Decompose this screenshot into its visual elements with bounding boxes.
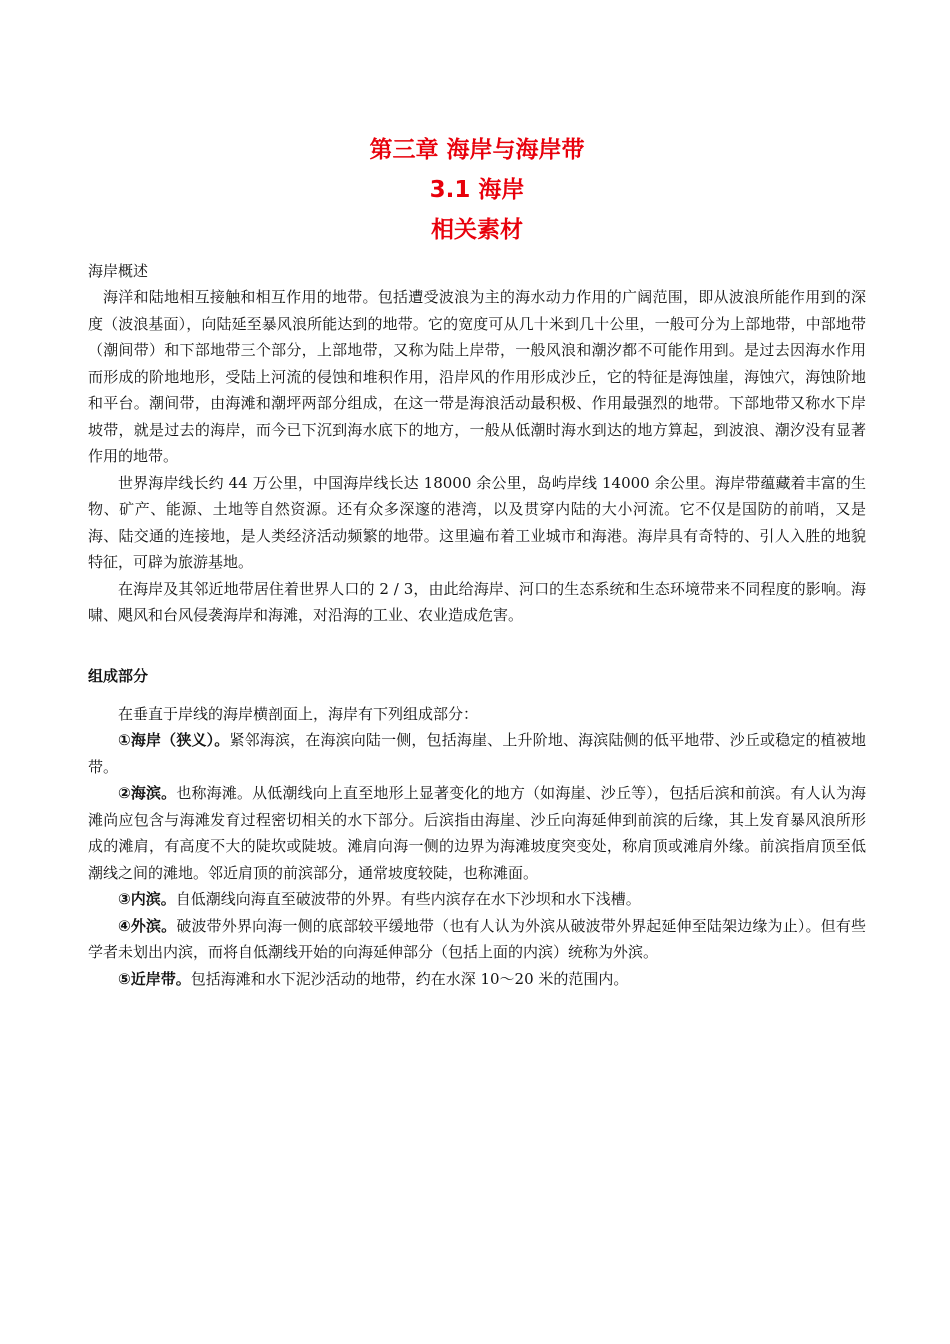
overview-paragraph-1: 海洋和陆地相互接触和相互作用的地带。包括遭受波浪为主的海水动力作用的广阔范围，即从波浪所能作用到的深度（波浪基面），向陆延至暴风浪所能达到的地带。它的宽度可从几十米到几十公里，一般可分为上部地带，中部地带（潮间带）和下部地带三个部分，上部地带，又称为陆上岸带，一般风浪和潮汐都不可能作用到。是过去因海水作用而形成的阶地地形，受陆上河流的侵蚀和堆积作用，沿岸风的作用形成沙丘，它的特征是海蚀崖，海蚀穴，海蚀阶地和平台。潮间带，由海滩和潮坪两部分组成，在这一带是海浪活动最积极、作用最强烈的地带。下部地带又称水下岸坡带，就是过去的海岸，而今已下沉到海水底下的地方，一般从低潮时海水到达的地方算起，到波浪、潮汐没有显著作用的地带。	[88, 288, 866, 465]
component-term: ⑤近岸带。	[118, 969, 191, 988]
component-term: ②海滨。	[118, 784, 177, 802]
document-page	[88, 130, 866, 992]
component-term: ③内滨。	[118, 890, 176, 908]
component-item	[88, 727, 866, 780]
chapter-title: 第三章 海岸与海岸带	[369, 137, 585, 163]
component-item	[88, 966, 866, 993]
overview-paragraph-3: 在海岸及其邻近地带居住着世界人口的 2 / 3，由此给海岸、河口的生态系统和生态环境带来不同程度的影响。海啸、飓风和台风侵袭海岸和海滩，对沿海的工业、农业造成危害。	[88, 579, 866, 624]
component-item	[88, 913, 866, 966]
component-text: 也称海滩。从低潮线向上直至地形上显著变化的地方（如海崖、沙丘等），包括后滨和前滨。有人认为海滩尚应包含与海滩发育过程密切相关的水下部分。后滨指由海崖、沙丘向海延伸到前滨的后缘，其上发育暴风浪所形成的滩肩，有高度不大的陡坎或陡坡。滩肩向海一侧的边界为海滩坡度突变处，称肩顶或滩肩外缘。前滨指肩顶至低潮线之间的滩地。邻近肩顶的前滨部分，通常坡度较陡，也称滩面。	[88, 784, 866, 882]
component-text: 破波带外界向海一侧的底部较平缓地带（也有人认为外滨从破波带外界起延伸至陆架边缘为止）。但有些学者未划出内滨，而将自低潮线开始的向海延伸部分（包括上面的内滨）统称为外滨。	[88, 916, 866, 961]
overview-heading: 海岸概述	[88, 262, 149, 280]
component-item	[88, 886, 866, 913]
components-intro: 在垂直于岸线的海岸横剖面上，海岸有下列组成部分：	[118, 704, 479, 723]
section-title: 3.1 海岸	[429, 177, 525, 203]
component-text: 包括海滩和水下泥沙活动的地带，约在水深 10～20 米的范围内。	[190, 969, 629, 988]
subtitle: 相关素材	[431, 217, 523, 243]
overview-paragraph-2: 世界海岸线长约 44 万公里，中国海岸线长达 18000 余公里，岛屿岸线 14000 余公里。海岸带蕴藏着丰富的生物、矿产、能源、土地等自然资源。还有众多深邃的港湾，以及贯穿内陆的大小河流。它不仅是国防的前哨，又是海、陆交通的连接地，是人类经济活动频繁的地带。这里遍布着工业城市和海港。海岸具有奇特的、引人入胜的地貌特征，可辟为旅游基地。	[88, 473, 866, 571]
component-term: ①海岸（狭义）。	[118, 731, 230, 749]
component-item	[88, 780, 866, 886]
components-heading: 组成部分	[88, 666, 149, 685]
component-text: 紧邻海滨，在海滨向陆一侧，包括海崖、上升阶地、海滨陆侧的低平地带、沙丘或稳定的植被地带。	[88, 731, 866, 776]
component-text: 自低潮线向海直至破波带的外界。有些内滨存在水下沙坝和水下浅槽。	[175, 890, 641, 908]
component-term: ④外滨。	[118, 916, 177, 935]
